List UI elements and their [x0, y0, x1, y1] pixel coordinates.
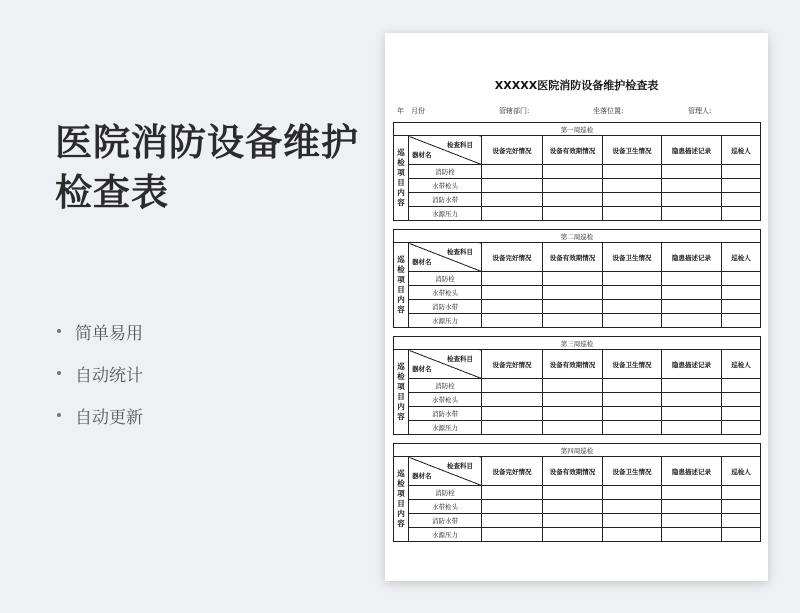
item-name: 消防栓 [409, 165, 482, 179]
table-cell[interactable] [603, 514, 662, 528]
side-label-char: 目 [397, 499, 405, 508]
column-header: 设备完好情况 [482, 350, 543, 379]
table-cell[interactable] [662, 486, 722, 500]
column-header: 设备卫生情况 [603, 350, 662, 379]
column-header: 设备卫生情况 [603, 136, 662, 165]
bullet-icon [57, 371, 61, 375]
column-header: 设备有效期情况 [543, 243, 603, 272]
table-cell[interactable] [722, 528, 761, 542]
bullet-icon [57, 413, 61, 417]
side-label-char: 容 [397, 305, 405, 314]
table-cell[interactable] [603, 407, 662, 421]
document-preview [385, 33, 768, 581]
meta-manager: 管理人: [688, 107, 712, 115]
item-name: 水源压力 [409, 314, 482, 328]
table-cell[interactable] [722, 486, 761, 500]
item-name: 水带枪头 [409, 500, 482, 514]
table-cell[interactable] [722, 500, 761, 514]
side-label-char: 内 [397, 509, 405, 518]
side-label-char: 目 [397, 178, 405, 187]
week-title: 第二周巡检 [394, 230, 761, 243]
side-label-char: 检 [397, 372, 405, 381]
table-cell[interactable] [482, 486, 543, 500]
side-label-char: 巡 [397, 148, 405, 157]
column-header: 设备卫生情况 [603, 457, 662, 486]
table-cell[interactable] [482, 500, 543, 514]
meta-department: 管辖部门: [499, 107, 530, 115]
column-header: 隐患描述记录 [662, 136, 722, 165]
inspection-table [393, 122, 761, 221]
side-label-char: 检 [397, 265, 405, 274]
table-cell[interactable] [543, 486, 603, 500]
table-cell[interactable] [722, 179, 761, 193]
column-header: 巡检人 [722, 350, 761, 379]
table-cell[interactable] [543, 514, 603, 528]
table-cell[interactable] [603, 421, 662, 435]
item-name: 水带枪头 [409, 286, 482, 300]
table-cell[interactable] [482, 421, 543, 435]
table-cell[interactable] [662, 165, 722, 179]
side-label-char: 检 [397, 479, 405, 488]
diag-bottom-label: 器材名 [412, 258, 432, 266]
side-label-char: 项 [397, 489, 405, 498]
table-cell[interactable] [543, 286, 603, 300]
table-cell[interactable] [482, 300, 543, 314]
side-label-char: 检 [397, 158, 405, 167]
table-cell[interactable] [603, 165, 662, 179]
item-name: 水源压力 [409, 421, 482, 435]
column-header: 巡检人 [722, 136, 761, 165]
bullet-icon [57, 329, 61, 333]
inspection-table [393, 229, 761, 328]
side-label-char: 内 [397, 402, 405, 411]
document-meta [395, 106, 758, 118]
table-cell[interactable] [662, 286, 722, 300]
table-cell[interactable] [722, 314, 761, 328]
table-cell[interactable] [482, 179, 543, 193]
table-cell[interactable] [603, 272, 662, 286]
column-header: 设备卫生情况 [603, 243, 662, 272]
column-header: 设备有效期情况 [543, 136, 603, 165]
table-cell[interactable] [543, 314, 603, 328]
table-cell[interactable] [722, 379, 761, 393]
feature-item [55, 394, 143, 436]
table-cell[interactable] [603, 528, 662, 542]
table-cell[interactable] [603, 207, 662, 221]
diag-top-label: 检查科目 [447, 355, 473, 363]
table-cell[interactable] [603, 179, 662, 193]
column-header: 设备完好情况 [482, 457, 543, 486]
side-label [394, 136, 409, 221]
diagonal-header [409, 350, 482, 379]
week-title: 第三周巡检 [394, 337, 761, 350]
table-cell[interactable] [662, 179, 722, 193]
diag-bottom-label: 器材名 [412, 151, 432, 159]
column-header: 隐患描述记录 [662, 350, 722, 379]
table-cell[interactable] [722, 300, 761, 314]
side-label-char: 内 [397, 295, 405, 304]
diagonal-header [409, 243, 482, 272]
table-cell[interactable] [482, 314, 543, 328]
table-cell[interactable] [603, 314, 662, 328]
table-cell[interactable] [482, 286, 543, 300]
table-cell[interactable] [722, 193, 761, 207]
item-name: 消防栓 [409, 272, 482, 286]
table-cell[interactable] [543, 528, 603, 542]
table-cell[interactable] [722, 272, 761, 286]
side-label-char: 项 [397, 168, 405, 177]
side-label [394, 457, 409, 542]
table-cell[interactable] [482, 165, 543, 179]
side-label-char: 巡 [397, 469, 405, 478]
table-cell[interactable] [603, 379, 662, 393]
inspection-table [393, 336, 761, 435]
table-cell[interactable] [662, 272, 722, 286]
diagonal-header [409, 457, 482, 486]
diag-top-label: 检查科目 [447, 248, 473, 256]
table-cell[interactable] [662, 314, 722, 328]
item-name: 消防栓 [409, 379, 482, 393]
table-cell[interactable] [662, 193, 722, 207]
item-name: 消防栓 [409, 486, 482, 500]
column-header: 巡检人 [722, 457, 761, 486]
side-label-char: 容 [397, 198, 405, 207]
table-cell[interactable] [543, 165, 603, 179]
table-cell[interactable] [722, 514, 761, 528]
diag-bottom-label: 器材名 [412, 472, 432, 480]
feature-item [55, 352, 143, 394]
side-label-char: 巡 [397, 362, 405, 371]
column-header: 设备完好情况 [482, 243, 543, 272]
inspection-table [393, 443, 761, 542]
item-name: 水源压力 [409, 207, 482, 221]
table-cell[interactable] [722, 407, 761, 421]
table-cell[interactable] [603, 300, 662, 314]
table-cell[interactable] [543, 393, 603, 407]
column-header: 隐患描述记录 [662, 243, 722, 272]
side-label-char: 容 [397, 412, 405, 421]
side-label-char: 目 [397, 392, 405, 401]
feature-label: 自动统计 [75, 365, 143, 386]
table-cell[interactable] [543, 179, 603, 193]
table-cell[interactable] [482, 407, 543, 421]
table-cell[interactable] [662, 500, 722, 514]
table-cell[interactable] [662, 379, 722, 393]
meta-year-month: 年 月份 [397, 107, 425, 115]
item-name: 水带枪头 [409, 179, 482, 193]
table-cell[interactable] [722, 165, 761, 179]
table-cell[interactable] [482, 528, 543, 542]
table-cell[interactable] [722, 393, 761, 407]
table-cell[interactable] [543, 272, 603, 286]
feature-item [55, 310, 143, 352]
meta-location: 坐落位置: [593, 107, 624, 115]
column-header: 设备完好情况 [482, 136, 543, 165]
table-cell[interactable] [543, 193, 603, 207]
week-title: 第四周巡检 [394, 444, 761, 457]
table-cell[interactable] [482, 393, 543, 407]
table-cell[interactable] [543, 421, 603, 435]
item-name: 水带枪头 [409, 393, 482, 407]
table-cell[interactable] [662, 300, 722, 314]
item-name: 消防水带 [409, 300, 482, 314]
column-header: 隐患描述记录 [662, 457, 722, 486]
table-cell[interactable] [603, 393, 662, 407]
week-title: 第一周巡检 [394, 123, 761, 136]
item-name: 消防水带 [409, 514, 482, 528]
table-cell[interactable] [662, 393, 722, 407]
table-cell[interactable] [543, 379, 603, 393]
diag-top-label: 检查科目 [447, 141, 473, 149]
side-label-char: 项 [397, 382, 405, 391]
table-cell[interactable] [482, 193, 543, 207]
table-cell[interactable] [603, 500, 662, 514]
diagonal-header [409, 136, 482, 165]
side-label [394, 243, 409, 328]
table-cell[interactable] [603, 486, 662, 500]
table-cell[interactable] [543, 407, 603, 421]
table-cell[interactable] [543, 207, 603, 221]
feature-label: 简单易用 [75, 323, 143, 344]
feature-label: 自动更新 [75, 407, 143, 428]
side-label-char: 项 [397, 275, 405, 284]
table-cell[interactable] [722, 286, 761, 300]
table-cell[interactable] [543, 300, 603, 314]
side-label-char: 容 [397, 519, 405, 528]
side-label-char: 目 [397, 285, 405, 294]
table-cell[interactable] [662, 421, 722, 435]
side-label [394, 350, 409, 435]
table-cell[interactable] [543, 500, 603, 514]
diag-bottom-label: 器材名 [412, 365, 432, 373]
table-cell[interactable] [482, 514, 543, 528]
column-header: 巡检人 [722, 243, 761, 272]
item-name: 消防水带 [409, 407, 482, 421]
side-label-char: 内 [397, 188, 405, 197]
document-title: XXXXX医院消防设备维护检查表 [494, 79, 659, 92]
side-label-char: 巡 [397, 255, 405, 264]
feature-list [55, 310, 143, 436]
promo-title: 医院消防设备维护检查表 [55, 121, 359, 214]
table-cell[interactable] [603, 193, 662, 207]
table-cell[interactable] [482, 272, 543, 286]
table-cell[interactable] [662, 407, 722, 421]
item-name: 消防水带 [409, 193, 482, 207]
item-name: 水源压力 [409, 528, 482, 542]
table-cell[interactable] [603, 286, 662, 300]
table-cell[interactable] [662, 528, 722, 542]
table-cell[interactable] [482, 379, 543, 393]
table-cell[interactable] [722, 207, 761, 221]
table-cell[interactable] [482, 207, 543, 221]
column-header: 设备有效期情况 [543, 457, 603, 486]
table-cell[interactable] [722, 421, 761, 435]
table-cell[interactable] [662, 514, 722, 528]
column-header: 设备有效期情况 [543, 350, 603, 379]
diag-top-label: 检查科目 [447, 462, 473, 470]
table-cell[interactable] [662, 207, 722, 221]
